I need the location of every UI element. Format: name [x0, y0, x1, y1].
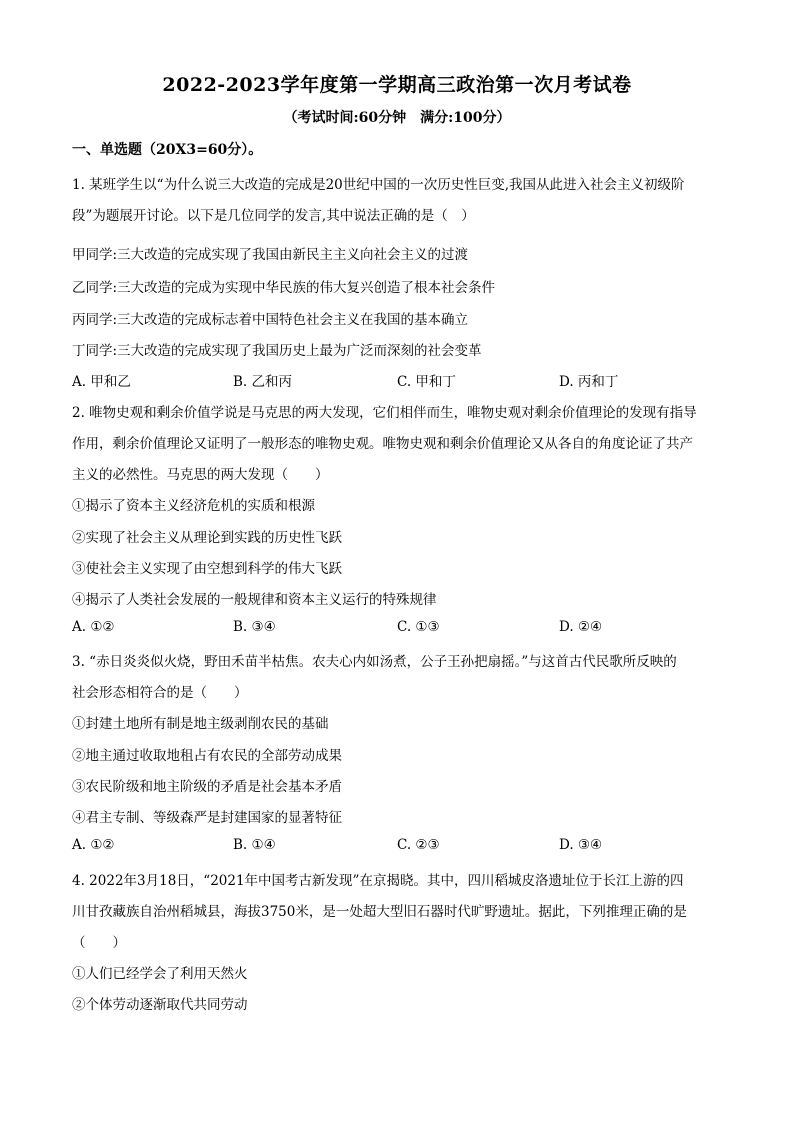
option-a[interactable]: A. 甲和乙	[72, 374, 131, 390]
question-4-statement: ②个体劳动逐渐取代共同劳动	[72, 997, 248, 1013]
question-2-options	[72, 619, 722, 639]
option-b[interactable]: B. ①④	[233, 837, 276, 853]
question-1-options	[72, 370, 722, 390]
question-1-stem-line: 1. 某班学生以“为什么说三大改造的完成是20世纪中国的一次历史性巨变,我国从此进入社会主义初级阶	[72, 177, 685, 193]
question-2-stem-line: 2. 唯物史观和剩余价值学说是马克思的两大发现，它们相伴而生，唯物史观对剩余价值理论的发现有指导	[72, 405, 697, 421]
option-d[interactable]: D. ③④	[559, 837, 603, 853]
question-3-stem-line: 3. “赤日炎炎似火烧，野田禾苗半枯焦。农夫心内如汤煮，公子王孙把扇摇。”与这首古代民歌所反映的	[72, 654, 677, 670]
option-c[interactable]: C. 甲和丁	[397, 374, 456, 390]
question-3-options	[72, 837, 722, 857]
question-1-statement: 丁同学:三大改造的完成实现了我国历史上最为广泛而深刻的社会变革	[72, 343, 482, 359]
option-d[interactable]: D. 丙和丁	[559, 374, 619, 390]
question-2-statement: ②实现了社会主义从理论到实践的历史性飞跃	[72, 530, 342, 546]
question-1-stem-line: 段”为题展开讨论。以下是几位同学的发言,其中说法正确的是（ ）	[72, 208, 475, 224]
option-c[interactable]: C. ①③	[397, 619, 440, 635]
option-c[interactable]: C. ②③	[397, 837, 440, 853]
option-b[interactable]: B. 乙和丙	[233, 374, 293, 390]
question-3-stem-line: 社会形态相符合的是（ ）	[72, 685, 248, 701]
question-3-statement: ②地主通过收取地租占有农民的全部劳动成果	[72, 748, 342, 764]
question-4-stem-line: 4. 2022年3月18日，“2021年中国考古新发现”在京揭晓。其中，四川稻城皮洛遗址位于长江上游的四	[72, 873, 684, 889]
question-3-statement: ④君主专制、等级森严是封建国家的显著特征	[72, 810, 342, 826]
question-2-stem-line: 主义的必然性。马克思的两大发现（ ）	[72, 467, 329, 483]
question-2-statement: ④揭示了人类社会发展的一般规律和资本主义运行的特殊规律	[72, 592, 437, 608]
question-1-statement: 甲同学:三大改造的完成实现了我国由新民主主义向社会主义的过渡	[72, 247, 469, 263]
question-1-statement: 丙同学:三大改造的完成标志着中国特色社会主义在我国的基本确立	[72, 312, 469, 328]
question-3-statement: ③农民阶级和地主阶级的矛盾是社会基本矛盾	[72, 779, 342, 795]
question-2-stem-line: 作用，剩余价值理论又证明了一般形态的唯物史观。唯物史观和剩余价值理论又从各自的角度论证了共产	[72, 436, 693, 452]
section-heading: 一、单选题（20X3=60分）。	[72, 142, 263, 158]
question-3-statement: ①封建土地所有制是地主级剥削农民的基础	[72, 716, 329, 732]
exam-info: （考试时间:60分钟 满分:100分）	[283, 110, 511, 126]
question-1-statement: 乙同学:三大改造的完成为实现中华民族的伟大复兴创造了根本社会条件	[72, 280, 496, 296]
question-2-statement: ③使社会主义实现了由空想到科学的伟大飞跃	[72, 561, 342, 577]
question-4-stem-line: （ ）	[72, 935, 126, 951]
option-b[interactable]: B. ③④	[233, 619, 276, 635]
question-2-statement: ①揭示了资本主义经济危机的实质和根源	[72, 498, 315, 514]
option-d[interactable]: D. ②④	[559, 619, 603, 635]
question-4-stem-line: 川甘孜藏族自治州稻城县，海拔3750米，是一处超大型旧石器时代旷野遗址。据此，下列推理正确的是	[72, 904, 687, 920]
option-a[interactable]: A. ①②	[72, 837, 115, 853]
option-a[interactable]: A. ①②	[72, 619, 115, 635]
page-title: 2022-2023学年度第一学期高三政治第一次月考试卷	[162, 74, 632, 96]
question-4-statement: ①人们已经学会了利用天然火	[72, 966, 248, 982]
